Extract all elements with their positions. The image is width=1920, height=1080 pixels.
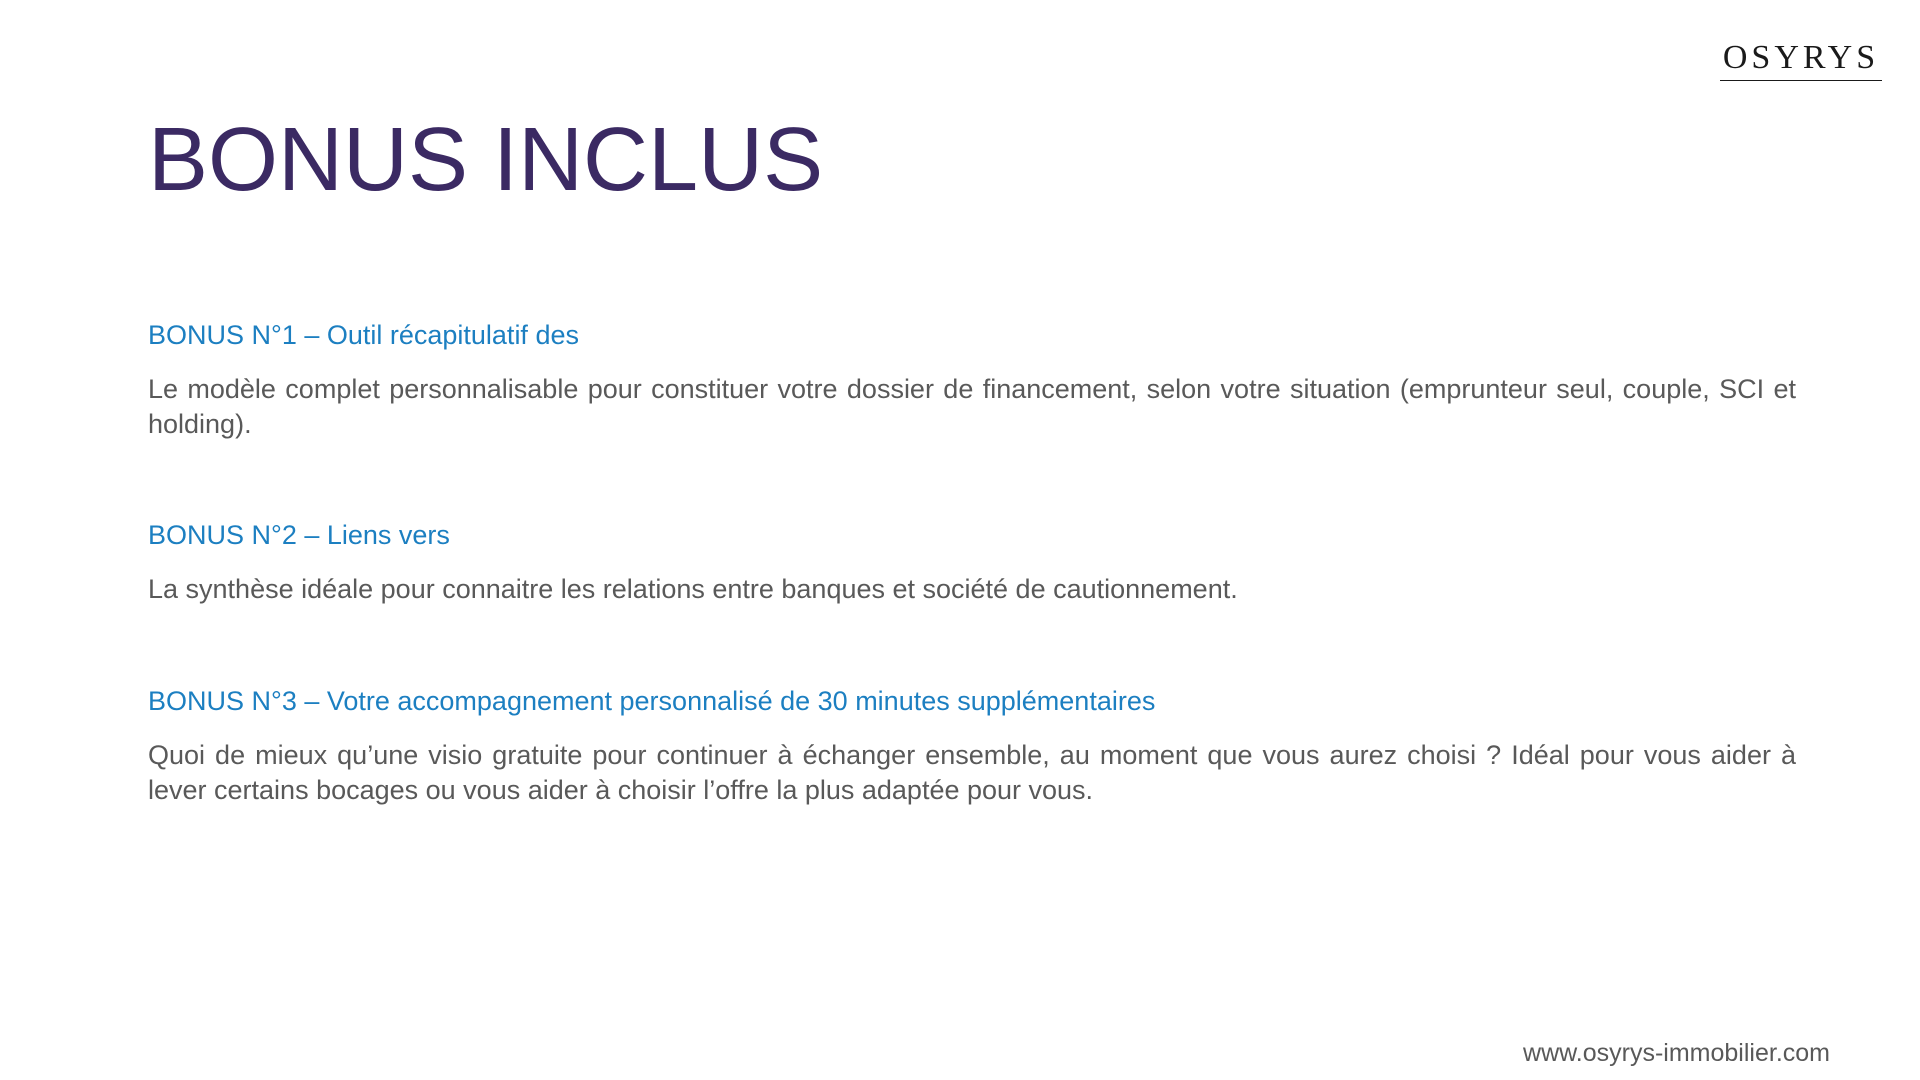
page-title: BONUS INCLUS [148, 110, 824, 210]
logo-text: OSYRYS [1722, 39, 1880, 76]
bonus-description-3: Quoi de mieux qu’une visio gratuite pour continuer à échanger ensemble, au moment que vous aurez choisi ? Idéal pour vous aider à lever certains bocages ou vous aider à choisir l’offre la plus adaptée pour vous. [148, 740, 1796, 805]
bonus-section-1 [148, 318, 1796, 442]
bonus-description-2: La synthèse idéale pour connaitre les relations entre banques et société de cautionnement. [148, 574, 1238, 604]
logo-underline [1720, 80, 1882, 81]
bonus-description-1: Le modèle complet personnalisable pour constituer votre dossier de financement, selon votre situation (emprunteur seul, couple, SCI et holding). [148, 374, 1796, 439]
bonus-heading-3: BONUS N°3 – Votre accompagnement personnalisé de 30 minutes supplémentaires [148, 686, 1156, 716]
website-url[interactable]: www.osyrys-immobilier.com [1523, 1039, 1830, 1067]
bonus-heading-1: BONUS N°1 – Outil récapitulatif des [148, 320, 579, 350]
bonus-section-3 [148, 684, 1796, 808]
bonus-heading-2: BONUS N°2 – Liens vers [148, 520, 450, 550]
bonus-section-2 [148, 518, 1796, 607]
osyrys-logo [1718, 40, 1884, 82]
